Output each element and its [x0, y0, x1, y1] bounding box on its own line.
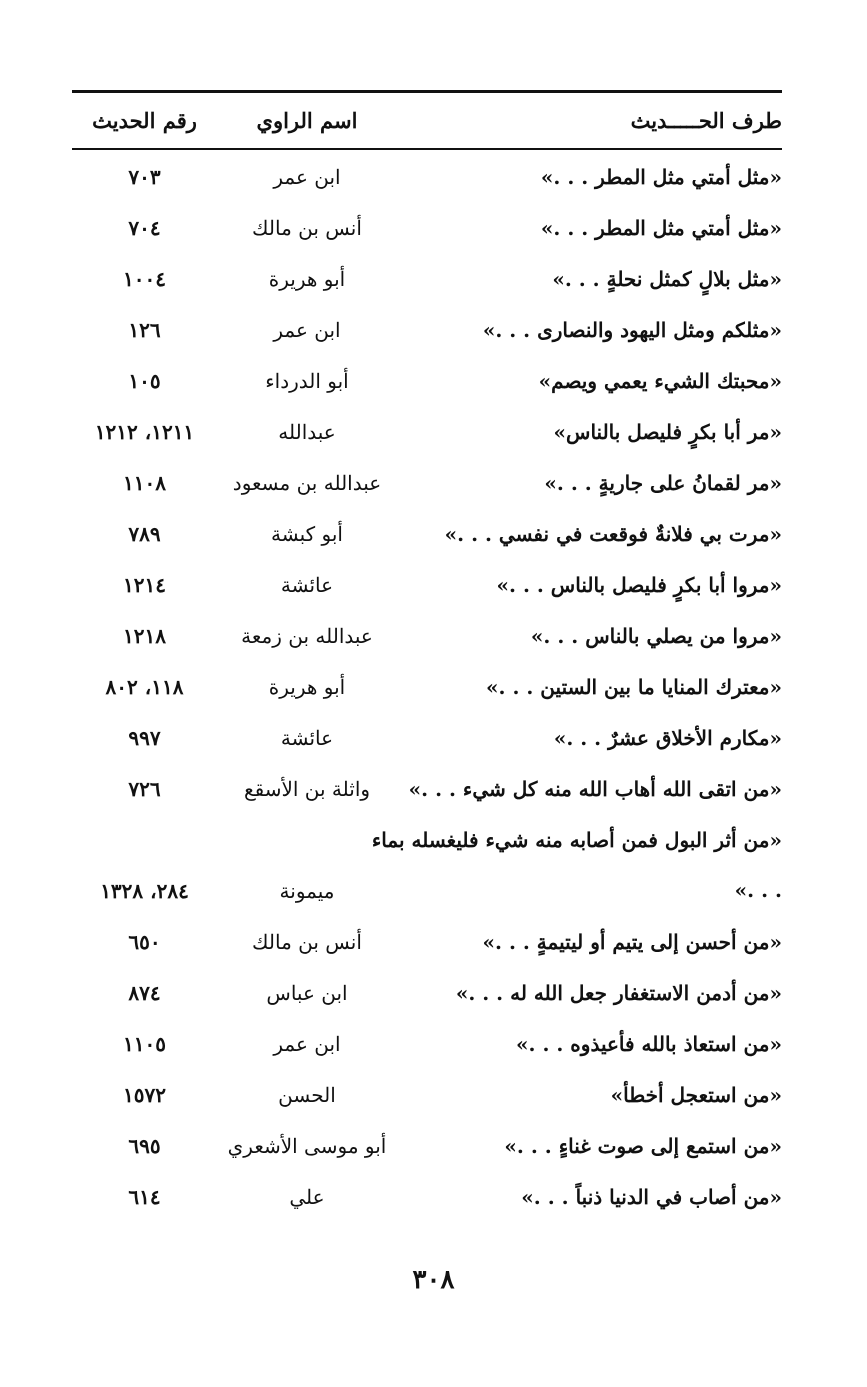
hadith-text: «من أدمن الاستغفار جعل الله له . . .» — [455, 981, 782, 1005]
hadith-number: ٧٨٩ — [128, 522, 161, 546]
narrator-name: علي — [289, 1185, 325, 1209]
hadith-number: ٧٠٤ — [128, 216, 161, 240]
hadith-number: ١٠٠٤ — [123, 267, 166, 291]
table-row — [72, 1172, 782, 1222]
hadith-text: «مروا من يصلي بالناس . . .» — [530, 624, 782, 648]
hadith-number: ١٢١٨ — [123, 624, 166, 648]
hadith-number: ١١٠٨ — [123, 471, 166, 495]
header-rule — [72, 148, 782, 150]
table-row — [72, 968, 782, 1018]
header-hadith-text: طرف الحـــــديث — [630, 108, 782, 133]
hadith-number: ١٠٥ — [128, 369, 161, 393]
narrator-name: ابن عمر — [273, 165, 341, 189]
hadith-text: «محبتك الشيء يعمي ويصم» — [538, 369, 782, 393]
table-row — [72, 254, 782, 304]
narrator-name: عائشة — [280, 726, 334, 750]
top-rule — [72, 90, 782, 93]
hadith-number: ٢٨٤، ١٣٢٨ — [100, 879, 189, 903]
hadith-number: ١١٠٥ — [123, 1032, 166, 1056]
table-row — [72, 1070, 782, 1120]
narrator-name: أبو هريرة — [268, 267, 346, 291]
table-row — [72, 458, 782, 508]
hadith-number: ٦٥٠ — [128, 930, 161, 954]
hadith-text: «مثل بلالٍ كمثل نحلةٍ . . .» — [552, 267, 782, 291]
table-row — [72, 917, 782, 967]
table-row — [72, 1019, 782, 1069]
hadith-text: «مر لقمانُ على جاريةٍ . . .» — [544, 471, 782, 495]
narrator-name: ابن عمر — [273, 1032, 341, 1056]
page-number: ٣٠٨ — [412, 1265, 455, 1295]
hadith-text: «من اتقى الله أهاب الله منه كل شيء . . .» — [408, 777, 782, 801]
narrator-name: عبدالله بن زمعة — [241, 624, 373, 648]
narrator-name: الحسن — [278, 1083, 336, 1107]
table-row — [72, 815, 782, 917]
hadith-number: ١١٨، ٨٠٢ — [105, 675, 184, 699]
hadith-number: ١٢١٤ — [123, 573, 166, 597]
table-row — [72, 152, 782, 202]
hadith-text: «من استعاذ بالله فأعيذوه . . .» — [516, 1032, 782, 1056]
hadith-number: ١٢٦ — [128, 318, 161, 342]
hadith-number: ٦١٤ — [128, 1185, 161, 1209]
header-hadith-number: رقم الحديث — [92, 108, 197, 133]
hadith-text: «مروا أبا بكرٍ فليصل بالناس . . .» — [496, 573, 782, 597]
table-row — [72, 1121, 782, 1171]
narrator-name: أبو هريرة — [268, 675, 346, 699]
hadith-text: «مر أبا بكرٍ فليصل بالناس» — [553, 420, 782, 444]
table-row — [72, 203, 782, 253]
hadith-number: ١٢١١، ١٢١٢ — [94, 420, 195, 444]
hadith-number: ١٥٧٢ — [123, 1083, 166, 1107]
narrator-name: أبو كبشة — [271, 522, 343, 546]
hadith-text: «مكارم الأخلاق عشرٌ . . .» — [553, 726, 782, 750]
narrator-name: عائشة — [280, 573, 334, 597]
table-header — [72, 96, 782, 146]
table-row — [72, 713, 782, 763]
narrator-name: ابن عمر — [273, 318, 341, 342]
hadith-text: «من أصاب في الدنيا ذنباً . . .» — [521, 1185, 782, 1209]
narrator-name: أبو موسى الأشعري — [227, 1134, 387, 1158]
narrator-name: أنس بن مالك — [252, 930, 362, 954]
hadith-text: «من أحسن إلى يتيم أو ليتيمةٍ . . .» — [482, 930, 782, 954]
header-narrator: اسم الراوي — [256, 108, 358, 133]
table-row — [72, 356, 782, 406]
hadith-text: «من أثر البول فمن أصابه منه شيء فليغسله بماء . . .» — [371, 828, 782, 902]
table-row — [72, 764, 782, 814]
narrator-name: عبدالله — [278, 420, 336, 444]
narrator-name: عبدالله بن مسعود — [232, 471, 382, 495]
hadith-text: «مثل أمتي مثل المطر . . .» — [540, 165, 782, 189]
hadith-text: «من استعجل أخطأ» — [610, 1083, 782, 1107]
table-row — [72, 662, 782, 712]
hadith-number: ٧٠٣ — [128, 165, 161, 189]
table-row — [72, 509, 782, 559]
narrator-name: ميمونة — [279, 879, 335, 903]
hadith-number: ٩٩٧ — [128, 726, 161, 750]
narrator-name: أبو الدرداء — [265, 369, 349, 393]
narrator-name: ابن عباس — [266, 981, 348, 1005]
hadith-text: «مثل أمتي مثل المطر . . .» — [540, 216, 782, 240]
narrator-name: واثلة بن الأسقع — [243, 777, 371, 801]
hadith-number: ٦٩٥ — [128, 1134, 161, 1158]
table-row — [72, 407, 782, 457]
narrator-name: أنس بن مالك — [252, 216, 362, 240]
hadith-text: «مرت بي فلانةٌ فوقعت في نفسي . . .» — [444, 522, 782, 546]
hadith-text: «معترك المنايا ما بين الستين . . .» — [486, 675, 782, 699]
hadith-text: «مثلكم ومثل اليهود والنصارى . . .» — [482, 318, 782, 342]
hadith-text: «من استمع إلى صوت غناءٍ . . .» — [504, 1134, 782, 1158]
hadith-number: ٧٢٦ — [128, 777, 161, 801]
table-row — [72, 560, 782, 610]
hadith-number: ٨٧٤ — [128, 981, 161, 1005]
table-row — [72, 305, 782, 355]
table-row — [72, 611, 782, 661]
